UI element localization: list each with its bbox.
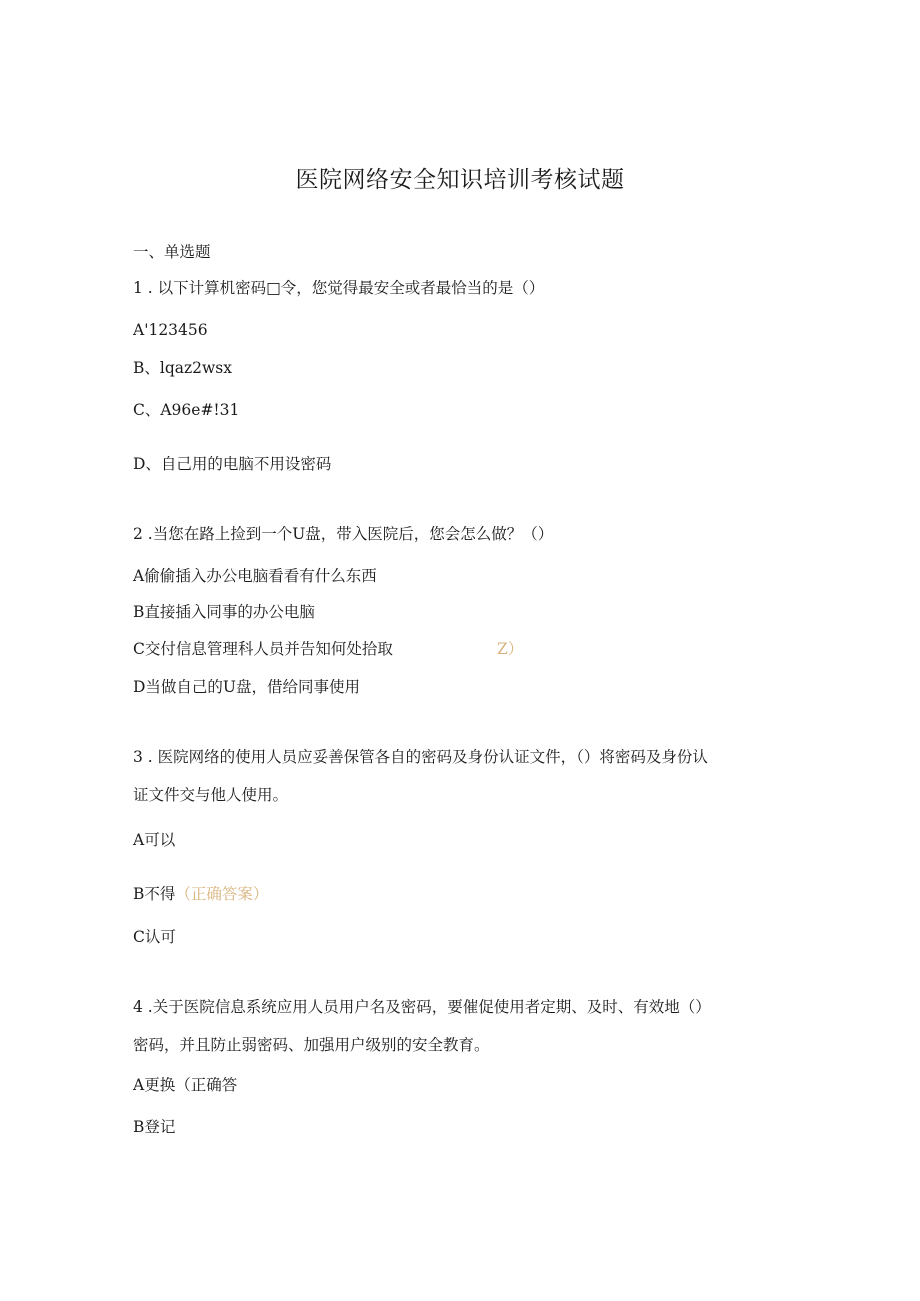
question-3-stem-line-1: 3 . 医院网络的使用人员应妥善保管各自的密码及身份认证文件，（）将密码及身份认 — [133, 748, 708, 766]
document-title: 医院网络安全知识培训考核试题 — [295, 167, 625, 193]
question-2-option-c: C交付信息管理科人员并告知何处拾取 — [133, 640, 393, 658]
question-4-stem-line-2: 密码，并且防止弱密码、加强用户级别的安全教育。 — [133, 1036, 490, 1054]
question-1-stem: 1 . 以下计算机密码□令，您觉得最安全或者最恰当的是（） — [133, 279, 545, 297]
question-3-stem-line-2: 证文件交与他人使用。 — [133, 786, 289, 804]
question-1-option-c: C、A96e#!31 — [133, 401, 240, 419]
question-3-option-a: A可以 — [133, 831, 176, 849]
answer-mark: Z） — [497, 640, 524, 658]
question-1-option-b: B、lqaz2wsx — [133, 359, 233, 377]
question-2-option-a: A偷偷插入办公电脑看看有什么东西 — [133, 567, 377, 585]
question-2-stem: 2 .当您在路上捡到一个U盘，带入医院后，您会怎么做？（） — [133, 525, 554, 543]
question-2-option-b: B直接插入同事的办公电脑 — [133, 603, 315, 621]
question-3-option-c: C认可 — [133, 928, 176, 946]
question-4-option-b: B登记 — [133, 1118, 176, 1136]
question-4-stem-line-1: 4 .关于医院信息系统应用人员用户名及密码，要催促使用者定期、及时、有效地（） — [133, 998, 711, 1016]
correct-answer-note: （正确答案） — [175, 885, 269, 903]
question-1-option-d: D、自己用的电脑不用设密码 — [133, 455, 332, 473]
question-3-option-b — [133, 884, 268, 904]
question-3-option-b-text: B不得 — [133, 885, 176, 903]
question-4-option-a: A更换（正确答 — [133, 1076, 238, 1094]
question-1-option-a: A'123456 — [133, 321, 208, 339]
section-heading: 一、单选题 — [133, 243, 211, 261]
question-2-option-d: D当做自己的U盘，借给同事使用 — [133, 678, 360, 696]
